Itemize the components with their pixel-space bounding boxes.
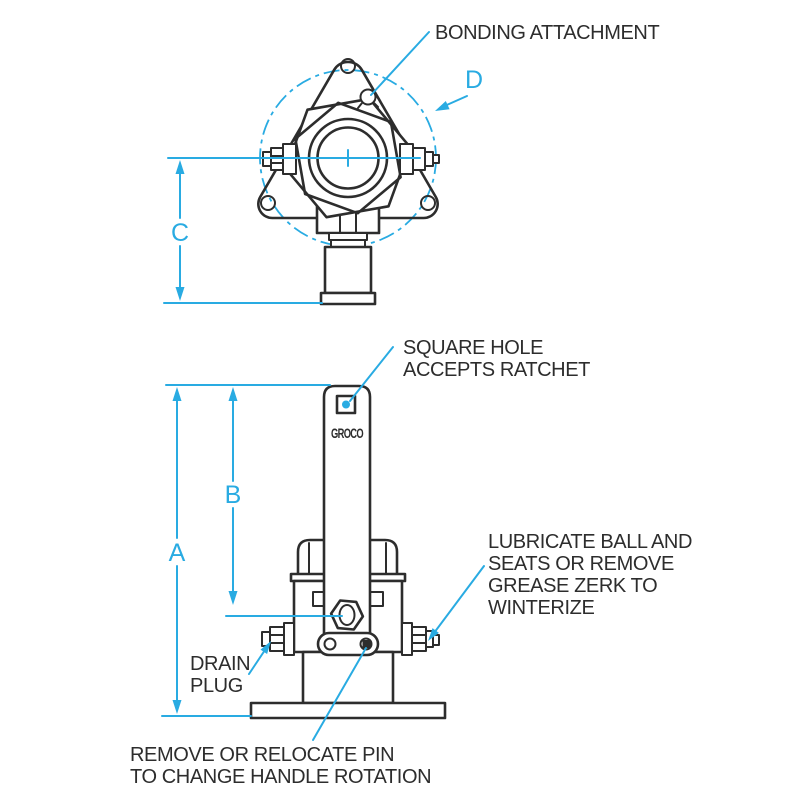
bonding-leader-line <box>371 32 429 95</box>
dim-arrow-up-icon <box>173 387 182 401</box>
top-view <box>258 59 439 304</box>
lubricate-label-line3: GREASE ZERK TO <box>488 575 658 597</box>
handle <box>324 386 370 637</box>
lubricate-label-line1: LUBRICATE BALL AND <box>488 531 692 553</box>
handle-pin <box>363 640 371 648</box>
dim-label-b: B <box>224 481 242 509</box>
square-hole-dot <box>342 401 350 409</box>
dim-label-d: D <box>464 66 484 94</box>
drain-plug-label-line2: PLUG <box>190 675 243 697</box>
drain-plug-label-line1: DRAIN <box>190 653 251 675</box>
side-view <box>251 386 445 718</box>
remove-pin-label-line2: TO CHANGE HANDLE ROTATION <box>130 766 432 788</box>
dim-arrow-down-icon <box>173 700 182 714</box>
leader-arrowhead-icon <box>435 101 450 111</box>
dim-label-a: A <box>168 539 186 567</box>
dim-arrow-down-icon <box>176 287 185 301</box>
brand-text: GROCO <box>331 425 364 441</box>
pipe-rim <box>321 293 375 304</box>
pin-hole-left <box>325 639 336 650</box>
pipe-threads <box>329 233 367 247</box>
bonding-attachment-label: BONDING ATTACHMENT <box>435 22 660 44</box>
bolt-hole-left <box>261 196 275 210</box>
dim-arrow-down-icon <box>229 591 238 605</box>
dimension-d <box>435 66 483 111</box>
bolt-hole-right <box>421 196 435 210</box>
lubricate-leader-line <box>431 566 484 637</box>
base-flange <box>251 703 445 718</box>
lubricate-label-line4: WINTERIZE <box>488 597 595 619</box>
square-hole-leader-line <box>350 347 393 401</box>
text-callouts <box>130 22 692 788</box>
dim-arrow-up-icon <box>229 387 238 401</box>
grease-zerk-fitting <box>402 623 439 655</box>
lubricate-label-line2: SEATS OR REMOVE <box>488 553 674 575</box>
remove-pin-label-line1: REMOVE OR RELOCATE PIN <box>130 744 395 766</box>
dim-arrow-up-icon <box>176 160 185 174</box>
square-hole-label-line2: ACCEPTS RATCHET <box>403 359 590 381</box>
dim-label-c: C <box>170 219 190 247</box>
square-hole-label-line1: SQUARE HOLE <box>403 337 544 359</box>
pipe-body <box>325 247 371 293</box>
